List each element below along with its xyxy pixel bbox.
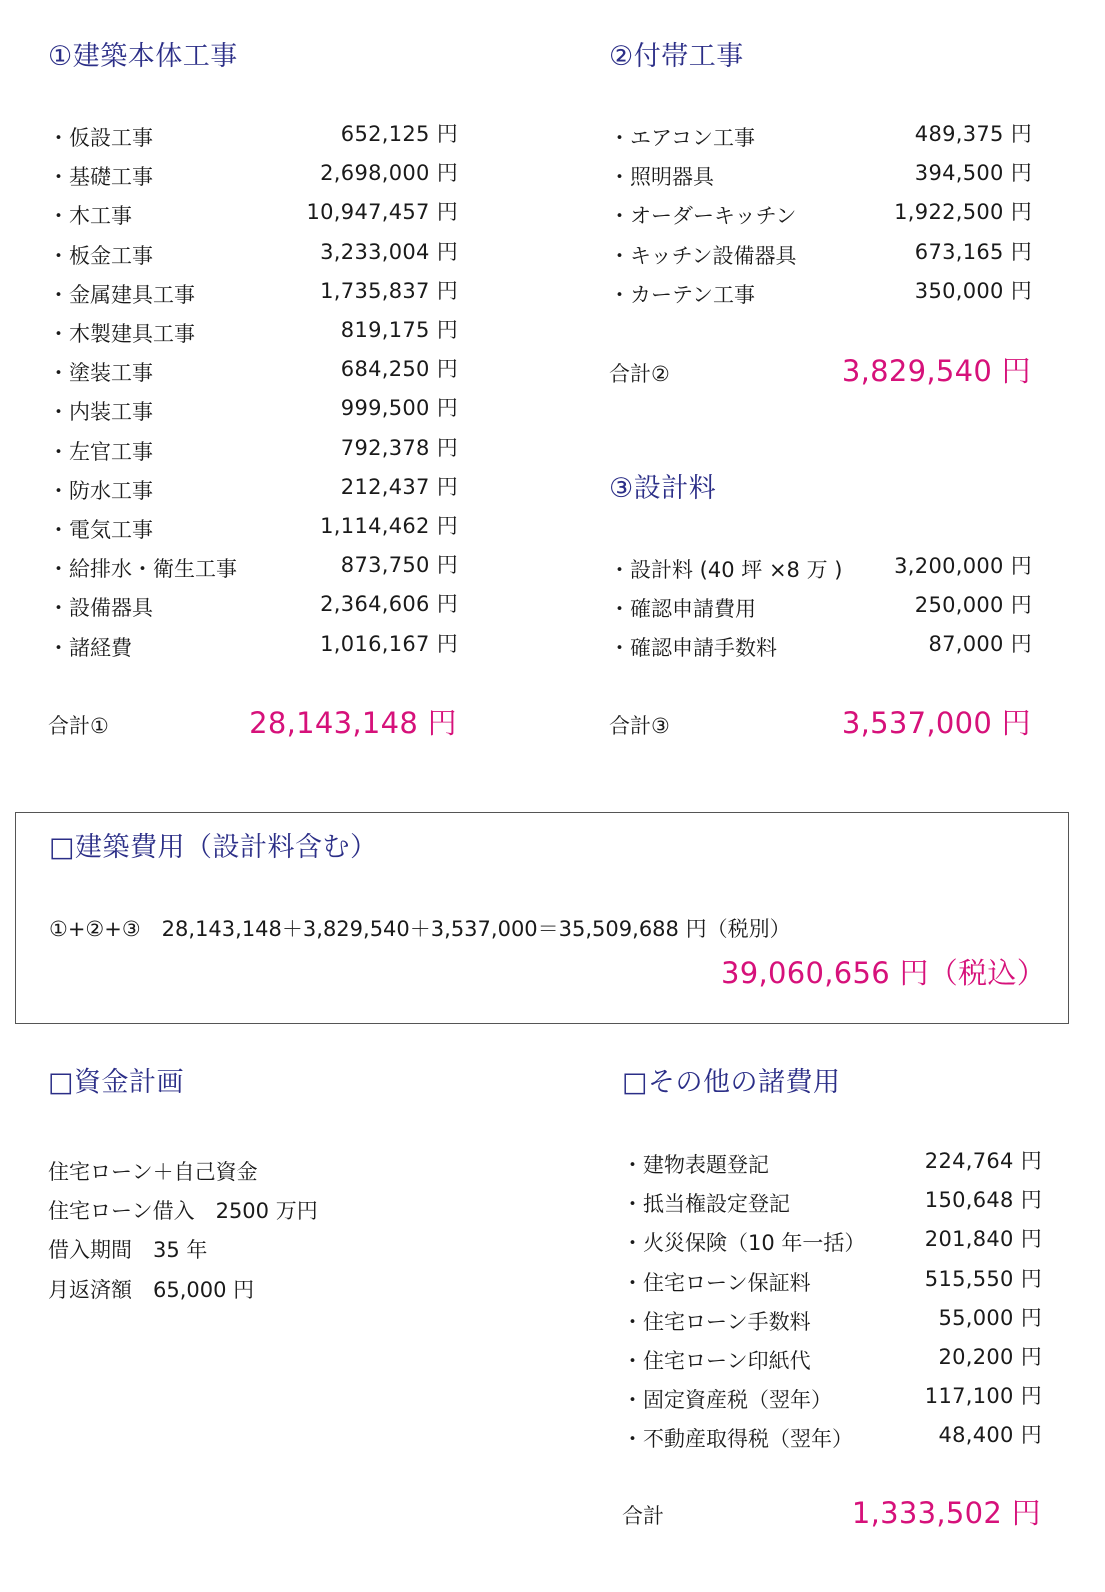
cost-item-label: ・固定資産税（翌年）	[622, 1388, 832, 1413]
cost-item-row	[622, 1188, 1042, 1218]
cost-item-row	[609, 554, 1032, 584]
cost-item-amount: 350,000 円	[914, 278, 1032, 303]
cost-item-row	[48, 240, 458, 270]
cost-item-amount: 1,922,500 円	[894, 200, 1032, 225]
section2-total-amount: 3,829,540 円	[841, 354, 1031, 388]
section1-total-label: 合計①	[48, 714, 109, 738]
section2-total-label: 合計②	[609, 362, 670, 386]
cost-item-amount: 117,100 円	[924, 1384, 1042, 1409]
summary-total-with-tax: 39,060,656 円（税込）	[720, 956, 1046, 990]
cost-item-label: ・住宅ローン印紙代	[622, 1349, 811, 1373]
construction-cost-summary-box	[15, 812, 1069, 1024]
section3-total-label: 合計③	[609, 714, 670, 738]
cost-item-label: ・不動産取得税（翌年）	[622, 1427, 853, 1452]
cost-item-amount: 20,200 円	[938, 1345, 1042, 1369]
cost-item-amount: 250,000 円	[914, 593, 1032, 618]
cost-item-row	[622, 1267, 1042, 1297]
cost-item-label: ・住宅ローン保証料	[622, 1270, 811, 1295]
cost-item-amount: 2,364,606 円	[320, 592, 458, 617]
cost-item-amount: 87,000 円	[928, 632, 1032, 657]
cost-item-label: ・確認申請費用	[609, 597, 756, 622]
cost-item-row	[622, 1149, 1042, 1179]
cost-item-amount: 489,375 円	[914, 122, 1032, 146]
cost-item-row	[609, 240, 1032, 270]
section3-total-amount: 3,537,000 円	[841, 706, 1031, 740]
section2-heading: ②付帯工事	[609, 41, 744, 72]
cost-item-row	[48, 592, 458, 622]
cost-item-label: ・設備器具	[48, 596, 153, 621]
cost-item-amount: 652,125 円	[340, 122, 458, 146]
funding-line: 月返済額 65,000 円	[48, 1277, 255, 1302]
section1-heading: ①建築本体工事	[48, 41, 238, 72]
cost-item-row	[609, 632, 1032, 662]
cost-item-row	[609, 593, 1032, 623]
cost-item-amount: 48,400 円	[938, 1423, 1042, 1448]
other-total-label: 合計	[622, 1504, 664, 1528]
summary-heading: □建築費用（設計料含む）	[49, 832, 378, 863]
cost-item-label: ・木工事	[48, 204, 132, 229]
cost-item-label: ・火災保険（10 年一括）	[622, 1231, 866, 1256]
cost-item-amount: 224,764 円	[924, 1149, 1042, 1173]
cost-item-row	[609, 200, 1032, 230]
cost-item-amount: 999,500 円	[340, 396, 458, 421]
cost-item-row	[48, 632, 458, 662]
cost-item-row	[622, 1306, 1042, 1336]
cost-item-label: ・給排水・衛生工事	[48, 557, 237, 582]
cost-item-label: ・照明器具	[609, 165, 714, 190]
cost-item-amount: 515,550 円	[924, 1266, 1042, 1291]
cost-item-label: ・抵当権設定登記	[622, 1192, 790, 1217]
cost-item-amount: 55,000 円	[938, 1305, 1042, 1330]
section3-heading: ③設計料	[609, 473, 717, 504]
cost-item-amount: 1,016,167 円	[320, 631, 458, 656]
funding-line: 住宅ローン＋自己資金	[48, 1160, 258, 1184]
cost-item-label: ・防水工事	[48, 478, 153, 503]
cost-item-amount: 150,648 円	[924, 1188, 1042, 1213]
cost-item-amount: 792,378 円	[340, 435, 458, 460]
cost-item-row	[48, 200, 458, 230]
cost-item-row	[622, 1227, 1042, 1257]
cost-item-row	[48, 396, 458, 426]
cost-item-label: ・キッチン設備器具	[609, 243, 797, 268]
cost-item-row	[48, 279, 458, 309]
cost-item-row	[609, 279, 1032, 309]
funding-line: 住宅ローン借入 2500 万円	[48, 1199, 318, 1224]
cost-item-label: ・カーテン工事	[609, 282, 755, 307]
cost-item-row	[48, 357, 458, 387]
cost-item-amount: 684,250 円	[340, 357, 458, 382]
cost-item-amount: 212,437 円	[340, 474, 458, 499]
summary-formula: ①+②+③ 28,143,148＋3,829,540＋3,537,000＝35,509,688 円（税別）	[49, 917, 791, 941]
cost-item-row	[48, 475, 458, 505]
cost-item-row	[48, 553, 458, 583]
cost-item-row	[622, 1345, 1042, 1375]
cost-item-label: ・諸経費	[48, 635, 132, 660]
cost-item-label: ・仮設工事	[48, 126, 153, 150]
cost-item-amount: 201,840 円	[924, 1227, 1042, 1252]
funding-line: 借入期間 35 年	[48, 1238, 208, 1263]
cost-item-label: ・内装工事	[48, 400, 153, 425]
cost-item-label: ・左官工事	[48, 439, 153, 464]
cost-item-label: ・設計料 (40 坪 ×8 万 )	[609, 558, 843, 582]
cost-item-amount: 3,200,000 円	[894, 554, 1032, 578]
cost-item-label: ・オーダーキッチン	[609, 204, 797, 229]
other-total-amount: 1,333,502 円	[851, 1496, 1041, 1530]
cost-item-label: ・塗装工事	[48, 361, 153, 386]
cost-item-amount: 1,735,837 円	[320, 278, 458, 303]
other-costs-heading: □その他の諸費用	[622, 1067, 841, 1098]
cost-item-label: ・板金工事	[48, 243, 153, 268]
cost-item-row	[622, 1423, 1042, 1453]
cost-item-amount: 819,175 円	[340, 318, 458, 342]
cost-item-row	[48, 161, 458, 191]
cost-item-row	[48, 122, 458, 152]
cost-item-row	[609, 161, 1032, 191]
cost-item-amount: 3,233,004 円	[320, 239, 458, 264]
cost-item-label: ・基礎工事	[48, 165, 153, 190]
cost-item-amount: 673,165 円	[914, 239, 1032, 264]
section1-total-amount: 28,143,148 円	[249, 706, 457, 740]
cost-item-label: ・電気工事	[48, 518, 153, 542]
cost-item-row	[48, 436, 458, 466]
cost-item-row	[48, 514, 458, 544]
cost-item-amount: 394,500 円	[914, 161, 1032, 186]
funding-heading: □資金計画	[48, 1067, 185, 1098]
cost-item-amount: 10,947,457 円	[306, 200, 458, 225]
cost-item-row	[48, 318, 458, 348]
cost-item-label: ・エアコン工事	[609, 126, 755, 150]
cost-item-label: ・建物表題登記	[622, 1153, 769, 1177]
cost-item-label: ・確認申請手数料	[609, 636, 777, 661]
cost-item-row	[609, 122, 1032, 152]
cost-item-amount: 873,750 円	[340, 553, 458, 578]
cost-item-label: ・金属建具工事	[48, 282, 195, 307]
cost-item-row	[622, 1384, 1042, 1414]
cost-item-label: ・住宅ローン手数料	[622, 1309, 811, 1334]
cost-item-label: ・木製建具工事	[48, 322, 195, 346]
cost-item-amount: 2,698,000 円	[320, 161, 458, 186]
cost-item-amount: 1,114,462 円	[320, 514, 458, 538]
